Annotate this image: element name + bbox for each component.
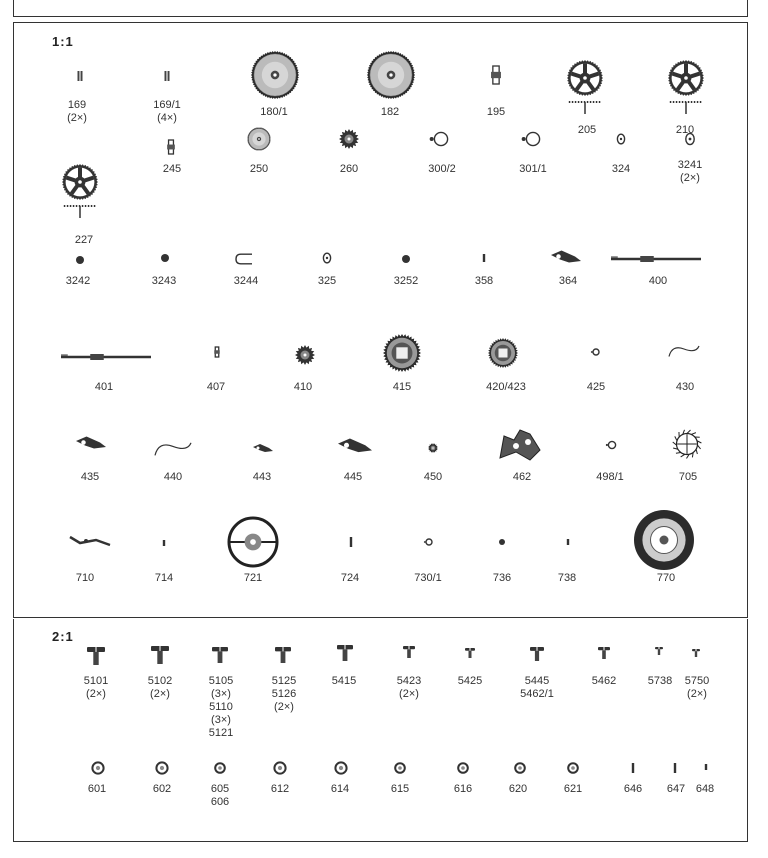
part-label: 195 (486, 106, 506, 118)
part-label: 612 (270, 783, 290, 795)
part-label: 3244 (233, 275, 259, 287)
part-label: 3243 (151, 275, 177, 287)
part-label: 169/1 (4×) (153, 99, 181, 124)
part-label: 646 (623, 783, 643, 795)
part-label: 435 (80, 471, 100, 483)
part-label: 770 (656, 572, 676, 584)
bushing-icon (160, 69, 174, 103)
part-label: 462 (512, 471, 532, 483)
part-label: 210 (675, 124, 695, 136)
part-label: 620 (508, 783, 528, 795)
part-label: 182 (380, 106, 400, 118)
part-label: 705 (678, 471, 698, 483)
part-label: 601 (87, 783, 107, 795)
part-label: 5445 5462/1 (520, 675, 554, 700)
part-label: 5750 (2×) (684, 675, 710, 700)
part-label: 324 (611, 163, 631, 175)
part-label: 400 (648, 275, 668, 287)
part-label: 5102 (2×) (147, 675, 173, 700)
part-label: 364 (558, 275, 578, 287)
screw-icon (653, 645, 665, 677)
part-label: 5105 (3×) 5110 (3×) 5121 (208, 675, 234, 739)
part-label: 3252 (393, 275, 419, 287)
part-label: 325 (317, 275, 337, 287)
part-label: 602 (152, 783, 172, 795)
part-label: 647 (666, 783, 686, 795)
part-label: 724 (340, 572, 360, 584)
part-label: 445 (343, 471, 363, 483)
part-label: 420/423 (486, 381, 526, 393)
part-label: 407 (206, 381, 226, 393)
spoked-wheel-icon (565, 58, 605, 118)
part-label: 169 (2×) (67, 99, 87, 124)
part-label: 440 (163, 471, 183, 483)
section-2-panel (13, 619, 748, 842)
part-label: 498/1 (596, 471, 624, 483)
part-label: 415 (392, 381, 412, 393)
part-label: 648 (695, 783, 715, 795)
part-label: 730/1 (414, 572, 442, 584)
part-label: 245 (162, 163, 182, 175)
section-2-scale: 2:1 (52, 629, 74, 644)
ring-icon (589, 345, 603, 379)
part-label: 180/1 (260, 106, 288, 118)
part-label: 5125 5126 (2×) (271, 675, 297, 713)
part-label: 714 (154, 572, 174, 584)
gear-icon (426, 441, 440, 475)
pin-icon (159, 538, 169, 568)
top-frame (13, 0, 748, 17)
spoked-wheel-icon (666, 58, 706, 118)
part-label: 605 606 (210, 783, 230, 808)
stem-icon (609, 212, 703, 326)
part-label: 401 (94, 381, 114, 393)
pin-icon (344, 535, 358, 569)
bushing-icon (73, 69, 87, 103)
part-label: 710 (75, 572, 95, 584)
spoked-wheel-icon (60, 162, 100, 222)
part-label: 721 (243, 572, 263, 584)
part-label: 621 (563, 783, 583, 795)
part-label: 5425 (457, 675, 483, 687)
part-label: 301/1 (519, 163, 547, 175)
part-label: 250 (249, 163, 269, 175)
pin-icon (563, 537, 573, 567)
part-label: 425 (586, 381, 606, 393)
part-label: 410 (293, 381, 313, 393)
part-label: 443 (252, 471, 272, 483)
part-label: 5101 (2×) (83, 675, 109, 700)
part-label: 615 (390, 783, 410, 795)
pinion-icon (210, 345, 224, 379)
dot-icon (497, 537, 507, 567)
part-label: 736 (492, 572, 512, 584)
part-label: 3241 (2×) (677, 159, 703, 184)
stem-icon (59, 310, 153, 424)
section-1-scale: 1:1 (52, 34, 74, 49)
part-label: 300/2 (428, 163, 456, 175)
part-label: 5738 (647, 675, 673, 687)
pinion-icon (485, 64, 507, 106)
part-label: 616 (453, 783, 473, 795)
part-label: 614 (330, 783, 350, 795)
part-label: 205 (577, 124, 597, 136)
part-label: 3242 (65, 275, 91, 287)
part-label: 5423 (2×) (396, 675, 422, 700)
part-label: 738 (557, 572, 577, 584)
part-label: 450 (423, 471, 443, 483)
ring-icon (604, 437, 620, 473)
ring-icon (422, 535, 436, 569)
part-label: 260 (339, 163, 359, 175)
part-label: 5462 (591, 675, 617, 687)
part-label: 358 (474, 275, 494, 287)
part-label: 5415 (331, 675, 357, 687)
jewel-icon (613, 131, 629, 167)
part-label: 227 (74, 234, 94, 246)
part-label: 430 (675, 381, 695, 393)
